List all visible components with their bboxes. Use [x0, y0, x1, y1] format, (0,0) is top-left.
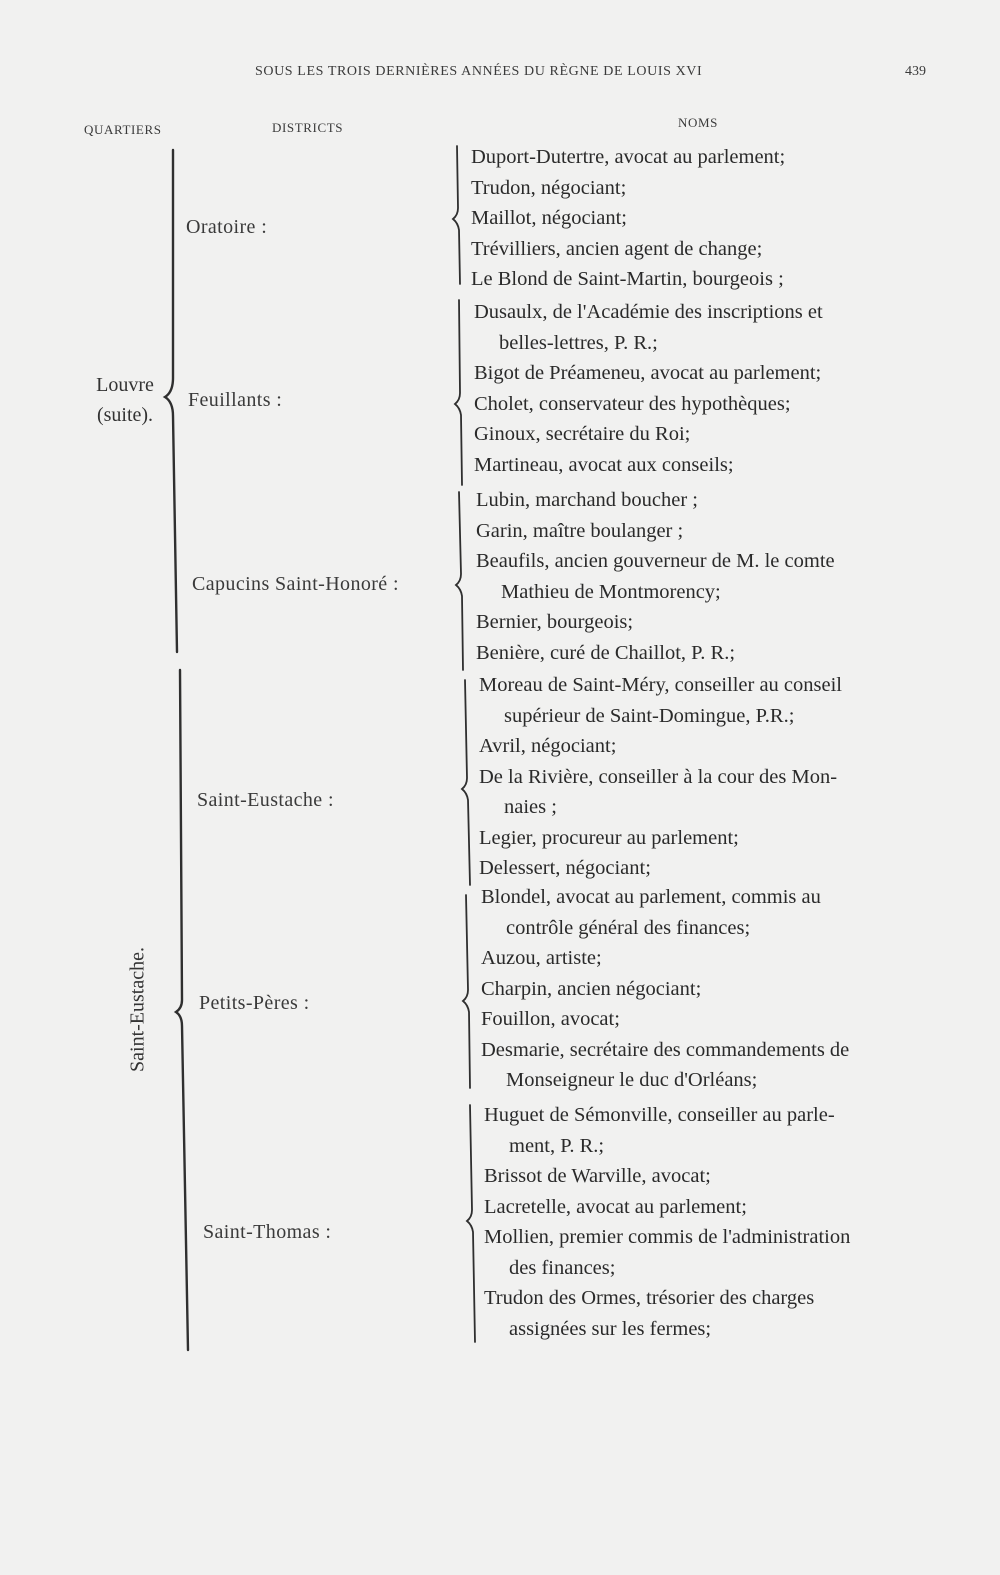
name-entry: Avril, négociant;	[479, 735, 617, 757]
name-entry: Trévilliers, ancien agent de change;	[471, 237, 763, 260]
name-entry: Le Blond de Saint-Martin, bourgeois ;	[471, 268, 784, 290]
name-entry-continuation: supérieur de Saint-Domingue, P.R.;	[504, 704, 795, 727]
name-entry-continuation: naies ;	[504, 796, 557, 818]
column-header-quartiers: QUARTIERS	[84, 122, 162, 137]
name-entry: Charpin, ancien négociant;	[481, 977, 702, 1000]
name-entry: Lubin, marchand boucher ;	[476, 489, 699, 511]
district-saint-eustache: Saint-Eustache :	[197, 789, 334, 811]
name-entry: Legier, procureur au parlement;	[479, 826, 739, 849]
names-feuillants	[474, 297, 823, 480]
name-entry: Trudon, négociant;	[471, 176, 627, 199]
names-petits-peres	[481, 882, 849, 1096]
name-entry-continuation: Monseigneur le duc d'Orléans;	[506, 1069, 758, 1091]
brace-saint-eustache	[176, 670, 188, 1350]
name-entry-continuation: belles-lettres, P. R.;	[499, 331, 658, 354]
column-header-districts: DISTRICTS	[272, 120, 344, 135]
running-head: SOUS LES TROIS DERNIÈRES ANNÉES DU RÈGNE DE LOUIS XVI	[255, 64, 703, 79]
name-entry-continuation: assignées sur les fermes;	[509, 1317, 712, 1340]
name-entry: Auzou, artiste;	[481, 947, 602, 969]
name-entry-continuation: contrôle général des finances;	[506, 916, 751, 939]
name-entry: Lacretelle, avocat au parlement;	[484, 1195, 747, 1218]
district-capucins-saint-honore: Capucins Saint-Honoré :	[192, 573, 399, 595]
name-entry: Bigot de Préameneu, avocat au parlement;	[474, 362, 822, 384]
name-entry: Martineau, avocat aux conseils;	[474, 453, 734, 476]
brace-saint-eustache-district	[462, 680, 470, 885]
name-entry-continuation: Mathieu de Montmorency;	[501, 580, 721, 603]
brace-petits-peres	[463, 895, 470, 1088]
name-entry: Brissot de Warville, avocat;	[484, 1165, 711, 1187]
name-entry: Desmarie, secrétaire des commandements de	[481, 1038, 850, 1061]
name-entry: Ginoux, secrétaire du Roi;	[474, 423, 691, 445]
brace-saint-thomas	[467, 1105, 475, 1342]
name-entry: Dusaulx, de l'Académie des inscriptions et	[474, 301, 823, 323]
name-entry: Beaufils, ancien gouverneur de M. le comte	[476, 550, 835, 572]
name-entry: De la Rivière, conseiller à la cour des Mon-	[479, 765, 838, 788]
name-entry: Benière, curé de Chaillot, P. R.;	[476, 641, 736, 664]
name-entry: Cholet, conservateur des hypothèques;	[474, 392, 791, 415]
district-feuillants: Feuillants :	[188, 389, 283, 411]
district-oratoire: Oratoire :	[186, 216, 268, 238]
quartier-louvre	[80, 370, 170, 430]
name-entry: Fouillon, avocat;	[481, 1008, 620, 1030]
column-header-noms: NOMS	[678, 115, 718, 130]
name-entry: Huguet de Sémonville, conseiller au parle-	[484, 1104, 835, 1126]
name-entry: Delessert, négociant;	[479, 857, 651, 879]
names-oratoire	[471, 142, 785, 295]
quartier-saint-eustache: Saint-Eustache.	[126, 947, 149, 1072]
names-capucins-saint-honore	[476, 485, 835, 668]
name-entry: Moreau de Saint-Méry, conseiller au conseil	[479, 674, 842, 696]
name-entry: Bernier, bourgeois;	[476, 611, 634, 633]
name-entry: Blondel, avocat au parlement, commis au	[481, 886, 821, 908]
brace-capucins	[456, 492, 463, 670]
district-petits-peres: Petits-Pères :	[199, 992, 310, 1014]
name-entry: Maillot, négociant;	[471, 207, 627, 229]
name-entry: Duport-Dutertre, avocat au parlement;	[471, 146, 786, 168]
quartier-louvre-line2: (suite).	[96, 404, 154, 426]
page-number: 439	[905, 64, 926, 79]
name-entry-continuation: des finances;	[509, 1256, 616, 1279]
quartier-louvre-line1: Louvre	[96, 374, 154, 396]
brace-oratoire	[453, 146, 460, 284]
names-saint-thomas	[484, 1100, 850, 1344]
name-entry: Garin, maître boulanger ;	[476, 519, 684, 542]
name-entry-continuation: ment, P. R.;	[509, 1134, 605, 1157]
brace-feuillants	[455, 300, 462, 485]
district-saint-thomas: Saint-Thomas :	[203, 1221, 332, 1243]
names-saint-eustache	[479, 670, 842, 884]
name-entry: Mollien, premier commis de l'administration	[484, 1226, 851, 1248]
name-entry: Trudon des Ormes, trésorier des charges	[484, 1287, 815, 1309]
